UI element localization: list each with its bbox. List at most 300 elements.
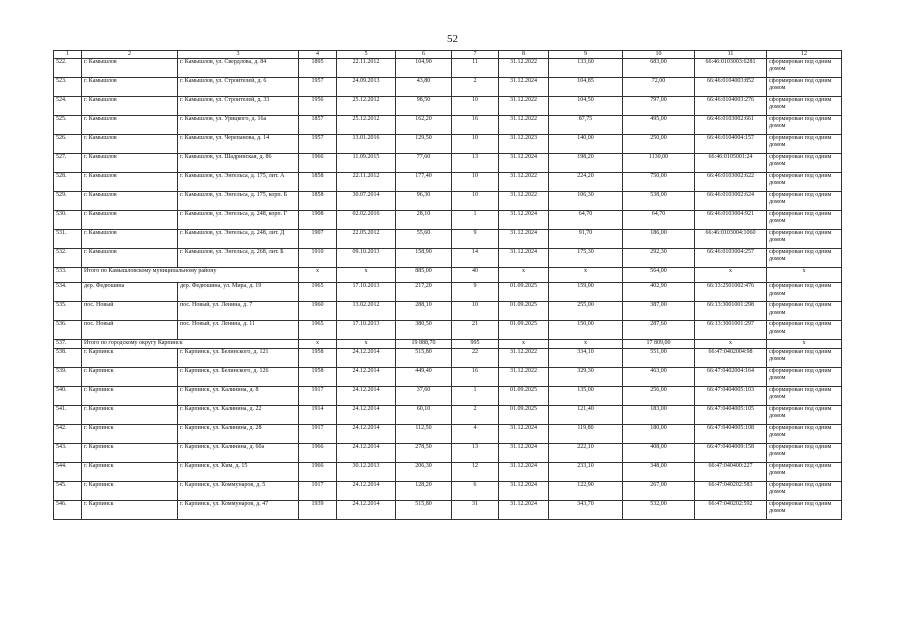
table-row [54, 116, 842, 135]
area-cell: 217,20 [396, 283, 452, 302]
residents-cell: 40 [452, 268, 499, 283]
row-number: 536. [54, 321, 82, 340]
cadastral-number-cell: 66:46:0104004:157 [695, 135, 767, 154]
residents-cell: 2 [452, 78, 499, 97]
year-cell: 1958 [299, 367, 337, 386]
year-cell: 1966 [299, 462, 337, 481]
table-row [54, 424, 842, 443]
settlement-cell: пос. Новый [82, 321, 178, 340]
date-cell: 30.07.2014 [337, 192, 396, 211]
page-number: 52 [447, 33, 458, 45]
row-number: 533. [54, 268, 82, 283]
area2-cell: 106,30 [549, 192, 623, 211]
address-cell: г. Карпинск, ул. Калинина, д. 60а [178, 443, 299, 462]
residents-cell: 14 [452, 249, 499, 268]
area-cell: 60,10 [396, 405, 452, 424]
deadline-cell: 31.12.2024 [499, 230, 549, 249]
residents-cell: 9 [452, 230, 499, 249]
residents-cell: 2 [452, 405, 499, 424]
year-cell: 1908 [299, 211, 337, 230]
row-number: 545. [54, 481, 82, 500]
date-cell: 24.12.2014 [337, 443, 396, 462]
deadline-cell: 01.09.2025 [499, 283, 549, 302]
deadline-cell: 01.09.2025 [499, 302, 549, 321]
land-area-cell: 402,90 [623, 283, 695, 302]
deadline-cell: 31.12.2024 [499, 249, 549, 268]
cadastral-number-cell: 66:46:0103004:1060 [695, 230, 767, 249]
date-cell: x [337, 268, 396, 283]
settlement-cell: г. Камышлов [82, 230, 178, 249]
residents-cell: 10 [452, 173, 499, 192]
date-cell: 22.05.2012 [337, 230, 396, 249]
cadastral-number-cell: 66:46:0105001:24 [695, 154, 767, 173]
area2-cell: x [549, 340, 623, 348]
column-number: 3 [178, 51, 299, 59]
area-cell: 96,30 [396, 192, 452, 211]
area-cell: 158,90 [396, 249, 452, 268]
residents-cell: 10 [452, 135, 499, 154]
land-area-cell: 186,00 [623, 230, 695, 249]
area2-cell: 91,70 [549, 230, 623, 249]
residents-cell: 13 [452, 154, 499, 173]
row-number: 540. [54, 386, 82, 405]
settlement-cell: г. Карпинск [82, 481, 178, 500]
land-area-cell: 538,00 [623, 192, 695, 211]
year-cell: 1965 [299, 283, 337, 302]
table-row [54, 154, 842, 173]
status-cell: сформирован под одним домом [767, 173, 842, 192]
land-area-cell: 348,00 [623, 462, 695, 481]
settlement-cell: г. Карпинск [82, 443, 178, 462]
deadline-cell: 31.12.2022 [499, 59, 549, 78]
year-cell: 1907 [299, 230, 337, 249]
year-cell: 1966 [299, 443, 337, 462]
status-cell: сформирован под одним домом [767, 500, 842, 519]
land-area-cell: 408,00 [623, 443, 695, 462]
row-number: 528. [54, 173, 82, 192]
table-row [54, 405, 842, 424]
status-cell: сформирован под одним домом [767, 302, 842, 321]
deadline-cell: 31.12.2024 [499, 154, 549, 173]
area2-cell: 140,00 [549, 135, 623, 154]
area2-cell: 87,75 [549, 116, 623, 135]
land-area-cell: 256,00 [623, 386, 695, 405]
land-area-cell: 250,00 [623, 135, 695, 154]
date-cell: 22.11.2012 [337, 173, 396, 192]
row-number: 542. [54, 424, 82, 443]
settlement-cell: г. Камышлов [82, 97, 178, 116]
land-area-cell: 64,70 [623, 211, 695, 230]
table-row [54, 59, 842, 78]
status-cell: сформирован под одним домом [767, 405, 842, 424]
residents-cell: 10 [452, 302, 499, 321]
settlement-cell: г. Карпинск [82, 424, 178, 443]
date-cell: 22.11.2012 [337, 59, 396, 78]
date-cell: 17.10.2013 [337, 321, 396, 340]
deadline-cell: 01.09.2025 [499, 321, 549, 340]
cadastral-number-cell: 66:13:2501002:476 [695, 283, 767, 302]
table-row [54, 192, 842, 211]
date-cell: 24.12.2014 [337, 386, 396, 405]
year-cell: 1965 [299, 321, 337, 340]
deadline-cell: 31.12.2022 [499, 192, 549, 211]
area-cell: 43,80 [396, 78, 452, 97]
year-cell: 1958 [299, 348, 337, 367]
column-number: 12 [767, 51, 842, 59]
settlement-cell: г. Камышлов [82, 59, 178, 78]
date-cell: 24.12.2014 [337, 405, 396, 424]
table-row [54, 500, 842, 519]
row-number: 525. [54, 116, 82, 135]
row-number: 538. [54, 348, 82, 367]
status-cell: сформирован под одним домом [767, 481, 842, 500]
address-cell: пос. Новый, ул. Ленина, д. 7 [178, 302, 299, 321]
cadastral-number-cell: 66:47:0404009:158 [695, 443, 767, 462]
cadastral-number-cell: 66:46:0103003:6281 [695, 59, 767, 78]
cadastral-number-cell: 66:46:0104003:276 [695, 97, 767, 116]
area2-cell: 329,30 [549, 367, 623, 386]
address-cell: г. Камышлов, ул. Строителей, д. 6 [178, 78, 299, 97]
settlement-cell: г. Карпинск [82, 367, 178, 386]
total-label: Итого по городскому округу Карпинск [82, 340, 299, 348]
year-cell: 1914 [299, 405, 337, 424]
row-number: 541. [54, 405, 82, 424]
residents-cell: 995 [452, 340, 499, 348]
year-cell: 1910 [299, 249, 337, 268]
year-cell: 1858 [299, 192, 337, 211]
address-cell: г. Карпинск, ул. Коммунаров, д. 47 [178, 500, 299, 519]
cadastral-number-cell: x [695, 340, 767, 348]
column-number: 4 [299, 51, 337, 59]
address-cell: г. Карпинск, ул. Белинского, д. 126 [178, 367, 299, 386]
table-row [54, 348, 842, 367]
land-area-cell: 495,00 [623, 116, 695, 135]
area2-cell: 135,00 [549, 386, 623, 405]
land-area-cell: 463,00 [623, 367, 695, 386]
address-cell: г. Карпинск, ул. Коммунаров, д. 5 [178, 481, 299, 500]
residents-cell: 4 [452, 424, 499, 443]
cadastral-number-cell: 66:13:3001001:298 [695, 302, 767, 321]
table-row [54, 283, 842, 302]
residents-cell: 22 [452, 348, 499, 367]
date-cell: 13.02.2012 [337, 302, 396, 321]
area-cell: 112,50 [396, 424, 452, 443]
deadline-cell: 31.12.2024 [499, 211, 549, 230]
year-cell: 1917 [299, 386, 337, 405]
area2-cell: 122,90 [549, 481, 623, 500]
address-cell: г. Камышлов, ул. Черепанова, д. 14 [178, 135, 299, 154]
column-number: 6 [396, 51, 452, 59]
column-number: 1 [54, 51, 82, 59]
settlement-cell: пос. Новый [82, 302, 178, 321]
status-cell: сформирован под одним домом [767, 97, 842, 116]
status-cell: сформирован под одним домом [767, 192, 842, 211]
date-cell: 24.12.2014 [337, 348, 396, 367]
residents-cell: 10 [452, 97, 499, 116]
table-row [54, 302, 842, 321]
date-cell: 11.09.2015 [337, 154, 396, 173]
year-cell: 1957 [299, 135, 337, 154]
land-area-cell: 180,00 [623, 424, 695, 443]
area2-cell: x [549, 268, 623, 283]
deadline-cell: 31.12.2024 [499, 500, 549, 519]
deadline-cell: 31.12.2022 [499, 173, 549, 192]
status-cell: сформирован под одним домом [767, 135, 842, 154]
address-cell: г. Камышлов, ул. Энгельса, д. 175, корп. Б [178, 192, 299, 211]
row-number: 532. [54, 249, 82, 268]
address-cell: г. Карпинск, ул. Калинина, д. 8 [178, 386, 299, 405]
deadline-cell: 31.12.2022 [499, 367, 549, 386]
area-cell: 206,30 [396, 462, 452, 481]
area-cell: 98,50 [396, 97, 452, 116]
residents-cell: 16 [452, 367, 499, 386]
land-area-cell: 387,00 [623, 302, 695, 321]
settlement-cell: г. Карпинск [82, 386, 178, 405]
status-cell: x [767, 340, 842, 348]
land-area-cell: 17 809,00 [623, 340, 695, 348]
status-cell: сформирован под одним домом [767, 230, 842, 249]
settlement-cell: дер. Федюшина [82, 283, 178, 302]
land-area-cell: 797,00 [623, 97, 695, 116]
total-row [54, 340, 842, 348]
row-number: 534. [54, 283, 82, 302]
land-area-cell: 183,00 [623, 405, 695, 424]
residents-cell: 12 [452, 462, 499, 481]
status-cell: x [767, 268, 842, 283]
row-number: 544. [54, 462, 82, 481]
residents-cell: 16 [452, 116, 499, 135]
address-cell: пос. Новый, ул. Ленина, д. 11 [178, 321, 299, 340]
status-cell: сформирован под одним домом [767, 386, 842, 405]
cadastral-number-cell: x [695, 268, 767, 283]
area2-cell: 222,10 [549, 443, 623, 462]
land-area-cell: 72,00 [623, 78, 695, 97]
date-cell: 24.09.2013 [337, 78, 396, 97]
area-cell: 128,20 [396, 481, 452, 500]
settlement-cell: г. Камышлов [82, 249, 178, 268]
status-cell: сформирован под одним домом [767, 348, 842, 367]
address-cell: г. Камышлов, ул. Энгельса, д. 248, корп. Г [178, 211, 299, 230]
date-cell: 25.12.2012 [337, 116, 396, 135]
settlement-cell: г. Карпинск [82, 405, 178, 424]
table-row [54, 230, 842, 249]
date-cell: 02.02.2016 [337, 211, 396, 230]
area-cell: 288,10 [396, 302, 452, 321]
deadline-cell: 31.12.2022 [499, 348, 549, 367]
deadline-cell: 31.12.2022 [499, 116, 549, 135]
year-cell: 1917 [299, 481, 337, 500]
address-cell: г. Камышлов, ул. Свердлова, д. 84 [178, 59, 299, 78]
area2-cell: 150,00 [549, 321, 623, 340]
address-cell: г. Камышлов, ул. Энгельса, д. 268, лит. Б [178, 249, 299, 268]
area-cell: 19 888,70 [396, 340, 452, 348]
year-cell: x [299, 268, 337, 283]
settlement-cell: г. Камышлов [82, 211, 178, 230]
address-cell: г. Камышлов, ул. Урицкого, д. 16а [178, 116, 299, 135]
cadastral-number-cell: 66:46:0103004:921 [695, 211, 767, 230]
row-number: 526. [54, 135, 82, 154]
area-cell: 37,60 [396, 386, 452, 405]
area-cell: 162,20 [396, 116, 452, 135]
cadastral-number-cell: 66:47:040202:583 [695, 481, 767, 500]
settlement-cell: г. Камышлов [82, 154, 178, 173]
status-cell: сформирован под одним домом [767, 321, 842, 340]
land-area-cell: 532,00 [623, 500, 695, 519]
land-area-cell: 551,00 [623, 348, 695, 367]
deadline-cell: 31.12.2022 [499, 97, 549, 116]
column-number: 2 [82, 51, 178, 59]
cadastral-number-cell: 66:46:0103004:257 [695, 249, 767, 268]
year-cell: 1917 [299, 424, 337, 443]
area-cell: 380,50 [396, 321, 452, 340]
address-cell: г. Карпинск, ул. Калинина, д. 22 [178, 405, 299, 424]
column-number: 8 [499, 51, 549, 59]
settlement-cell: г. Камышлов [82, 192, 178, 211]
area2-cell: 64,70 [549, 211, 623, 230]
residents-cell: 31 [452, 500, 499, 519]
area-cell: 104,90 [396, 59, 452, 78]
residents-cell: 10 [452, 192, 499, 211]
area2-cell: 175,30 [549, 249, 623, 268]
column-number: 5 [337, 51, 396, 59]
year-cell: 1956 [299, 97, 337, 116]
settlement-cell: г. Камышлов [82, 116, 178, 135]
date-cell: x [337, 340, 396, 348]
residents-cell: 1 [452, 386, 499, 405]
land-area-cell: 287,60 [623, 321, 695, 340]
cadastral-number-cell: 66:46:0103002:624 [695, 192, 767, 211]
area-cell: 278,50 [396, 443, 452, 462]
status-cell: сформирован под одним домом [767, 211, 842, 230]
area2-cell: 119,80 [549, 424, 623, 443]
status-cell: сформирован под одним домом [767, 154, 842, 173]
address-cell: г. Карпинск, ул. Белинского, д. 121 [178, 348, 299, 367]
settlement-cell: г. Камышлов [82, 135, 178, 154]
row-number: 543. [54, 443, 82, 462]
area2-cell: 133,60 [549, 59, 623, 78]
cadastral-number-cell: 66:47:0404005:103 [695, 386, 767, 405]
row-number: 523. [54, 78, 82, 97]
settlement-cell: г. Камышлов [82, 78, 178, 97]
residents-cell: 13 [452, 443, 499, 462]
deadline-cell: x [499, 268, 549, 283]
address-cell: г. Карпинск, ул. Калинина, д. 28 [178, 424, 299, 443]
settlement-cell: г. Карпинск [82, 462, 178, 481]
status-cell: сформирован под одним домом [767, 283, 842, 302]
date-cell: 09.10.2013 [337, 249, 396, 268]
row-number: 522. [54, 59, 82, 78]
table-row [54, 367, 842, 386]
area-cell: 515,80 [396, 500, 452, 519]
land-area-cell: 564,00 [623, 268, 695, 283]
date-cell: 24.12.2014 [337, 500, 396, 519]
settlement-cell: г. Карпинск [82, 348, 178, 367]
deadline-cell: x [499, 340, 549, 348]
status-cell: сформирован под одним домом [767, 424, 842, 443]
area2-cell: 104,85 [549, 78, 623, 97]
settlement-cell: г. Карпинск [82, 500, 178, 519]
total-label: Итого по Камышловскому муниципальному району [82, 268, 299, 283]
area2-cell: 233,10 [549, 462, 623, 481]
area2-cell: 159,00 [549, 283, 623, 302]
year-cell: 1957 [299, 78, 337, 97]
area-cell: 177,40 [396, 173, 452, 192]
row-number: 530. [54, 211, 82, 230]
column-number: 9 [549, 51, 623, 59]
date-cell: 30.12.2013 [337, 462, 396, 481]
table-row [54, 97, 842, 116]
land-area-cell: 683,00 [623, 59, 695, 78]
table-row [54, 462, 842, 481]
address-cell: г. Камышлов, ул. Энгельса, д. 248, лит. Д [178, 230, 299, 249]
year-cell: 1895 [299, 59, 337, 78]
address-cell: г. Карпинск, ул. Ким, д. 15 [178, 462, 299, 481]
year-cell: 1966 [299, 154, 337, 173]
deadline-cell: 31.12.2023 [499, 135, 549, 154]
column-number: 7 [452, 51, 499, 59]
date-cell: 25.12.2012 [337, 97, 396, 116]
area2-cell: 343,70 [549, 500, 623, 519]
residents-cell: 21 [452, 321, 499, 340]
table-row [54, 481, 842, 500]
area-cell: 28,10 [396, 211, 452, 230]
row-number: 527. [54, 154, 82, 173]
status-cell: сформирован под одним домом [767, 462, 842, 481]
area-cell: 449,40 [396, 367, 452, 386]
row-number: 546. [54, 500, 82, 519]
date-cell: 24.12.2014 [337, 367, 396, 386]
address-cell: г. Камышлов, ул. Энгельса, д. 175, лит. А [178, 173, 299, 192]
date-cell: 24.12.2014 [337, 424, 396, 443]
residents-cell: 9 [452, 283, 499, 302]
year-cell: 1960 [299, 302, 337, 321]
area2-cell: 104,50 [549, 97, 623, 116]
area2-cell: 121,40 [549, 405, 623, 424]
table-row [54, 211, 842, 230]
cadastral-number-cell: 66:47:0404005:108 [695, 424, 767, 443]
status-cell: сформирован под одним домом [767, 249, 842, 268]
residents-cell: 1 [452, 211, 499, 230]
row-number: 539. [54, 367, 82, 386]
table-row [54, 386, 842, 405]
area-cell: 885,00 [396, 268, 452, 283]
table-row [54, 321, 842, 340]
land-area-cell: 267,00 [623, 481, 695, 500]
table-row [54, 443, 842, 462]
status-cell: сформирован под одним домом [767, 59, 842, 78]
row-number: 524. [54, 97, 82, 116]
cadastral-number-cell: 66:13:3001001:297 [695, 321, 767, 340]
cadastral-number-cell: 66:46:0103002:622 [695, 173, 767, 192]
land-area-cell: 1130,00 [623, 154, 695, 173]
row-number: 529. [54, 192, 82, 211]
year-cell: 1857 [299, 116, 337, 135]
row-number: 531. [54, 230, 82, 249]
residents-cell: 11 [452, 59, 499, 78]
deadline-cell: 31.12.2024 [499, 424, 549, 443]
housing-registry-table [53, 50, 842, 520]
column-number: 11 [695, 51, 767, 59]
cadastral-number-cell: 66:47:0402004:164 [695, 367, 767, 386]
area-cell: 55,60 [396, 230, 452, 249]
cadastral-number-cell: 66:47:0404005:105 [695, 405, 767, 424]
address-cell: дер. Федюшина, ул. Мира, д. 19 [178, 283, 299, 302]
land-area-cell: 292,30 [623, 249, 695, 268]
column-number: 10 [623, 51, 695, 59]
column-number-row [54, 51, 842, 59]
address-cell: г. Камышлов, ул. Шадринская, д. 86 [178, 154, 299, 173]
area2-cell: 255,00 [549, 302, 623, 321]
